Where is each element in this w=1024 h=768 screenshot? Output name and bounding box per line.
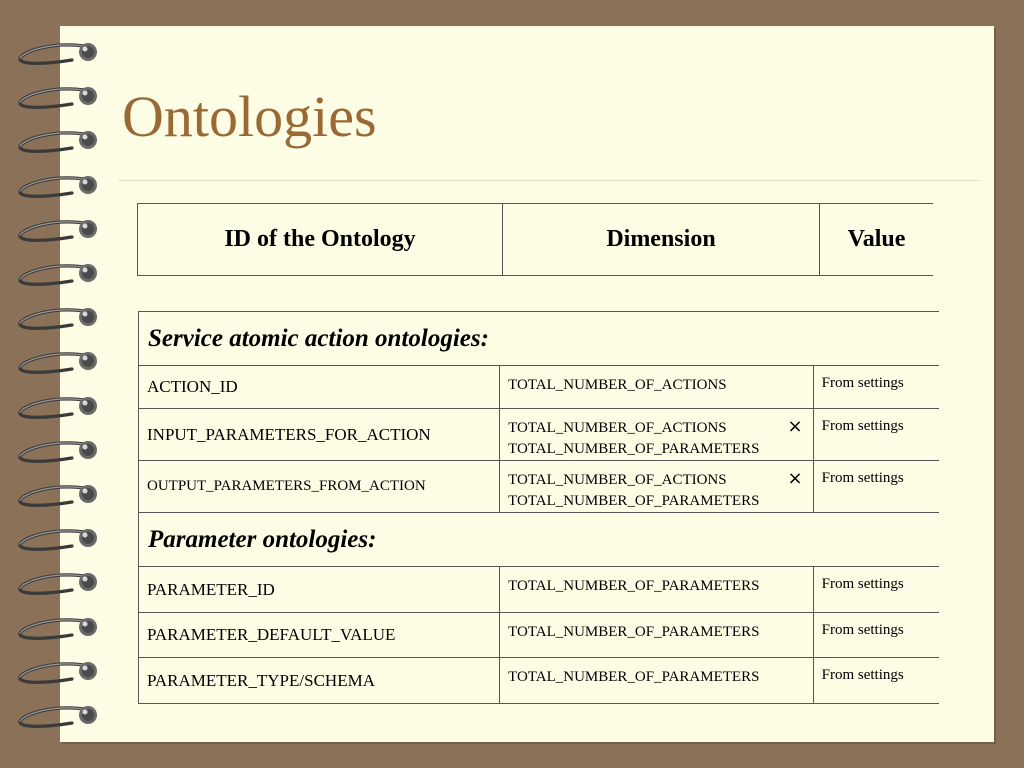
spiral-binding-ring-icon: [14, 301, 104, 335]
value-cell: From settings: [813, 366, 939, 409]
ontology-id-cell: OUTPUT_PARAMETERS_FROM_ACTION: [139, 461, 500, 513]
header-dimension: Dimension: [503, 204, 820, 276]
section-heading: Service atomic action ontologies:: [139, 312, 940, 366]
value-cell: From settings: [813, 658, 939, 704]
spiral-binding-ring-icon: [14, 257, 104, 291]
spiral-binding-ring-icon: [14, 611, 104, 645]
dimension-line: TOTAL_NUMBER_OF_PARAMETERS: [508, 624, 760, 640]
dimension-cell: [500, 409, 814, 461]
ontology-id-cell: INPUT_PARAMETERS_FOR_ACTION: [139, 409, 500, 461]
spiral-binding-ring-icon: [14, 434, 104, 468]
spiral-binding-ring-icon: [14, 390, 104, 424]
spiral-binding-ring-icon: [14, 699, 104, 733]
spiral-binding-ring-icon: [14, 522, 104, 556]
ontology-id-cell: PARAMETER_DEFAULT_VALUE: [139, 613, 500, 658]
spiral-binding-ring-icon: [14, 169, 104, 203]
ontology-id-cell: PARAMETER_TYPE/SCHEMA: [139, 658, 500, 704]
dimension-cell: [500, 658, 814, 704]
dimension-line: TOTAL_NUMBER_OF_PARAMETERS: [508, 669, 760, 685]
title-divider: [118, 180, 980, 181]
dimension-cell: [500, 461, 814, 513]
spiral-binding-ring-icon: [14, 124, 104, 158]
ontology-id-cell: ACTION_ID: [139, 366, 500, 409]
dimension-cell: [500, 567, 814, 613]
section-header-row: [139, 312, 940, 366]
value-cell: From settings: [813, 567, 939, 613]
multiply-icon: ×: [787, 468, 803, 489]
value-cell: From settings: [813, 613, 939, 658]
dimension-line: TOTAL_NUMBER_OF_ACTIONS: [508, 377, 727, 393]
spiral-binding-ring-icon: [14, 36, 104, 70]
spiral-binding-ring-icon: [14, 566, 104, 600]
page-title: Ontologies: [122, 84, 377, 149]
dimension-line: TOTAL_NUMBER_OF_PARAMETERS: [508, 493, 760, 509]
header-value: Value: [820, 204, 934, 276]
header-row: [138, 204, 934, 276]
multiply-icon: ×: [787, 416, 803, 437]
spiral-binding-ring-icon: [14, 478, 104, 512]
table-row: [139, 658, 940, 704]
header-id: ID of the Ontology: [138, 204, 503, 276]
section-heading: Parameter ontologies:: [139, 513, 940, 567]
header-table: [137, 203, 933, 276]
spiral-binding-ring-icon: [14, 80, 104, 114]
value-cell: From settings: [813, 409, 939, 461]
table-row: [139, 409, 940, 461]
spiral-binding-ring-icon: [14, 345, 104, 379]
ontology-id-cell: PARAMETER_ID: [139, 567, 500, 613]
dimension-line: TOTAL_NUMBER_OF_PARAMETERS: [508, 578, 760, 594]
table-row: [139, 366, 940, 409]
ontology-table: [138, 311, 939, 704]
dimension-cell: [500, 613, 814, 658]
dimension-line: TOTAL_NUMBER_OF_PARAMETERS: [508, 441, 760, 457]
dimension-line: TOTAL_NUMBER_OF_ACTIONS: [508, 420, 727, 436]
table-row: [139, 567, 940, 613]
dimension-line: TOTAL_NUMBER_OF_ACTIONS: [508, 472, 727, 488]
spiral-binding-ring-icon: [14, 655, 104, 689]
value-cell: From settings: [813, 461, 939, 513]
spiral-binding-ring-icon: [14, 213, 104, 247]
section-header-row: [139, 513, 940, 567]
dimension-cell: [500, 366, 814, 409]
table-row: [139, 613, 940, 658]
table-row: [139, 461, 940, 513]
